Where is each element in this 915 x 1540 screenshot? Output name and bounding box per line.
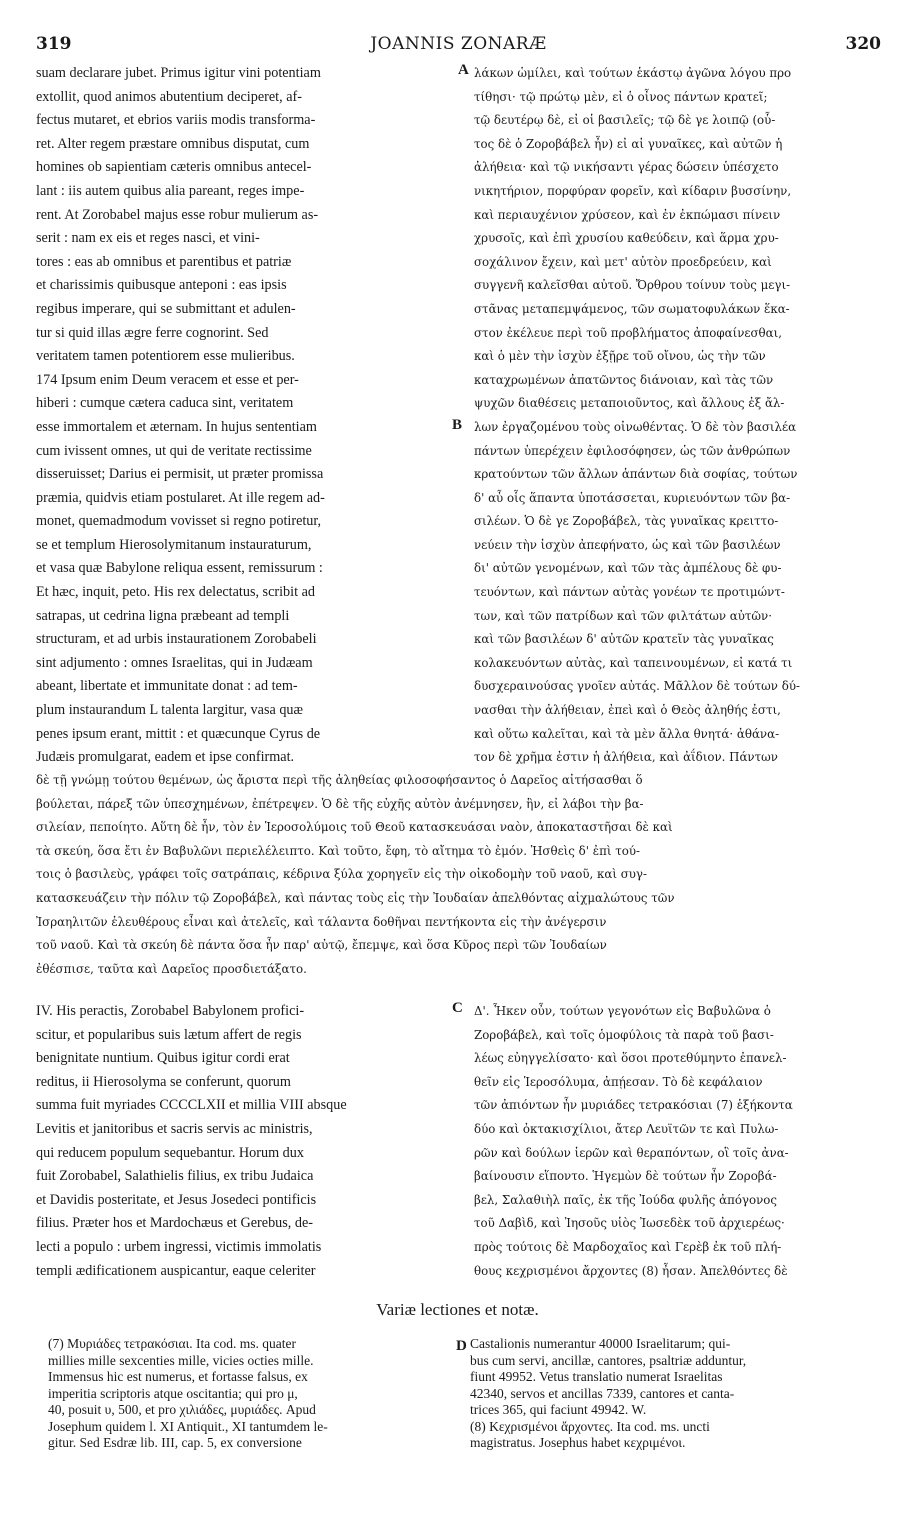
greek-line: νασθαι τὴν ἀλήθειαν, ἐπεὶ καὶ ὁ Θεὸς ἀληθής ἐστι, <box>474 703 781 718</box>
latin-line: templi ædificationem auspicantur, eaque celeriter <box>36 1262 316 1279</box>
latin-line: structuram, et ad urbis instaurationem Zorobabeli <box>36 631 317 648</box>
latin-line: scitur, et popularibus suis lætum affert de regis <box>36 1026 302 1043</box>
footnotes-right-column <box>470 1336 880 1452</box>
latin-line: Levitis et janitoribus et sacris servis ac ministris, <box>36 1120 313 1137</box>
greek-line: τος δὲ ὁ Ζοροβάβελ ἦν) εἰ αἱ γυναῖκες, καὶ αὐτῶν ἡ <box>474 136 783 151</box>
section-marker-a: A <box>458 62 469 78</box>
page-number-left: 319 <box>36 34 72 54</box>
greek-line: δι' αὐτῶν γενομένων, καὶ τῶν τὰς ἀμπέλους δὲ φυ- <box>474 561 782 576</box>
greek-line: ἀλήθεια· καὶ τῷ νικήσαντι γέρας δώσειν ὑπέσχετο <box>474 160 779 175</box>
latin-line: filius. Præter hos et Mardochæus et Gerebus, de- <box>36 1215 313 1232</box>
greek-line: στον ἐκέλευε περὶ τοῦ προβλήματος ἀποφαίνεσθαι, <box>474 325 782 340</box>
latin-line: cum ivissent omnes, ut qui de veritate rectissime <box>36 442 312 459</box>
greek-line: τῶν ἀπιόντων ἦν μυριάδες τετρακόσιαι (7) ἑξήκοντα <box>474 1098 793 1113</box>
latin-line: ret. Alter regem præstare omnibus disputat, cum <box>36 135 310 152</box>
greek-full-line: σιλείαν, πεποίητο. Αὕτη δὲ ἦν, τὸν ἐν Ἱεροσολύμοις τοῦ Θεοῦ κατασκευάσαι ναὸν, ἀποκαταστῆσαι δὲ καὶ <box>36 820 673 835</box>
section-marker-c: C <box>452 1000 463 1016</box>
latin-line: esse immortalem et æternam. In hujus sententiam <box>36 418 317 435</box>
notes-heading: Variæ lectiones et notæ. <box>376 1300 539 1319</box>
greek-line: πρὸς τούτοις δὲ Μαρδοχαῖος καὶ Γερὲβ ἐκ τοῦ πλή- <box>474 1239 782 1254</box>
greek-line: καὶ περιαυχένιον χρύσεον, καὶ ἐν ἐκπώμασι πίνειν <box>474 207 781 222</box>
greek-full-line: τοῦ ναοῦ. Καὶ τὰ σκεύη δὲ πάντα ὅσα ἦν παρ' αὐτῷ, ἔπεμψε, καὶ ὅσα Κῦρος περὶ τῶν Ἰουδαίων <box>36 938 607 953</box>
greek-line: συγγενῆ καλεῖσθαι αὐτοῦ. Ὄρθρου τοίνυν τοὺς μεγι- <box>474 278 791 293</box>
greek-line: κολακευόντων αὐτὰς, καὶ ταπεινουμένων, εἰ κατά τι <box>474 655 793 670</box>
greek-line: τίθησι· τῷ πρώτῳ μὲν, εἰ ὁ οἶνος πάντων κρατεῖ; <box>474 89 768 104</box>
greek-full-line: δὲ τῇ γνώμῃ τούτου θεμένων, ὡς ἄριστα περὶ τῆς ἀληθείας φιλοσοφήσαντος ὁ Δαρεῖος αἰτήσασθαι ὅ <box>36 773 643 787</box>
section-marker-b: B <box>452 417 463 433</box>
greek-line: πάντων ὑπερέχειν ἐφιλοσόφησεν, ὡς τῶν ἀνθρώπων <box>474 443 791 458</box>
greek-line: σοχάλινον ἔχειν, καὶ μετ' αὐτὸν προεδρεύειν, καὶ <box>474 254 772 269</box>
latin-line: homines ob sapientiam cæteris omnibus antecel- <box>36 159 312 176</box>
latin-line: disseruisset; Darius ei permisit, ut præter promissa <box>36 466 324 483</box>
greek-line: τοῦ Δαβὶδ, καὶ Ἰησοῦς υἱὸς Ἰωσεδὲκ τοῦ ἀρχιερέως· <box>474 1216 785 1231</box>
note-line: millies mille sexcenties mille, vicies octies mille. <box>48 1352 314 1368</box>
greek-line: καὶ τῶν βασιλέων δ' αὐτῶν κρατεῖν τὰς γυναῖκας <box>474 632 774 647</box>
note-line: (7) Μυριάδες τετρακόσιαι. Ita cod. ms. quater <box>48 1336 297 1351</box>
latin-line: extollit, quod animos abutentium deciperet, af- <box>36 88 302 105</box>
greek-full-line: τοις ὁ βασιλεὺς, γράφει τοῖς σατράπαις, κέδρινα ξύλα χορηγεῖν εἰς τὴν οἰκοδομὴν τοῦ ναοῦ, καὶ συγ- <box>36 867 647 882</box>
greek-full-line: ἐθέσπισε, ταῦτα καὶ Δαρεῖος προσδιετάξατο. <box>36 961 307 976</box>
footnotes-left-column <box>48 1336 452 1452</box>
latin-line: veritatem tamen potentiorem esse mulieribus. <box>36 348 295 365</box>
greek-line: ψυχῶν διαθέσεις μεταποιοῦντος, καὶ ἄλλους ἐξ ἄλ- <box>474 396 785 411</box>
greek-full-line: κατασκευάζειν τὴν πόλιν τῷ Ζοροβάβελ, καὶ πάντας τοὺς εἰς τὴν Ἰουδαίαν ἀπελθόντας αἰχμαλώτους τῶν <box>36 890 675 905</box>
latin-line: penes ipsum erant, mittit : et quæcunque Cyrus de <box>36 725 321 742</box>
note-line: imperitia scriptoris atque oscitantia; qui pro μ, <box>48 1385 298 1401</box>
latin-line: regibus imperare, qui se submittant et adulen- <box>36 300 296 317</box>
note-line: 40, posuit υ, 500, et pro χιλιάδες, μυριάδες. Apud <box>48 1402 316 1417</box>
latin-line: benignitate nuntium. Quibus igitur cordi erat <box>36 1050 290 1067</box>
running-header <box>36 34 881 58</box>
greek-line: τευόντων, καὶ πάντων αὐτὰς γονέων τε προτιμώντ- <box>474 585 785 600</box>
greek-line: βαίνουσιν εἵποντο. Ἡγεμὼν δὲ τούτων ἦν Ζοροβά- <box>474 1169 777 1184</box>
latin-line: tur si quid illas ægre ferre cognorint. Sed <box>36 324 269 341</box>
latin-line: se et templum Hierosolymitanum instauraturum, <box>36 536 312 553</box>
greek-line: λων ἐργαζομένου τοὺς οἰνωθέντας. Ὁ δὲ τὸν βασιλέα <box>474 419 797 434</box>
note-line: Immensus hic est numerus, et fortasse falsus, ex <box>48 1369 308 1384</box>
greek-line: σιλέων. Ὁ δὲ γε Ζοροβάβελ, τὰς γυναῖκας κρειττο- <box>474 514 779 529</box>
greek-line: θους κεχρισμένοι ἄρχοντες (8) ἦσαν. Ἀπελθόντες δὲ <box>474 1263 788 1278</box>
greek-line: των, καὶ τῶν πατρίδων καὶ τῶν φιλτάτων αὐτῶν· <box>474 608 772 623</box>
greek-line: λέως εὐηγγελίσατο· καὶ ὅσοι προτεθύμηντο ἐπανελ- <box>474 1051 787 1066</box>
latin-line: tores : eas ab omnibus et parentibus et patriæ <box>36 253 292 270</box>
latin-line: abeant, libertate et immunitate donat : ad tem- <box>36 678 298 695</box>
greek-column-upper <box>474 62 882 770</box>
greek-line: καὶ ὁ μὲν τὴν ἰσχὺν ἐξῇρε τοῦ οἴνου, ὡς τὴν τῶν <box>474 349 766 364</box>
note-line: bus cum servi, ancillæ, cantores, psaltriæ adduntur, <box>470 1352 747 1368</box>
greek-line: κρατούντων τῶν ἄλλων ἁπάντων διὰ σοφίας, τούτων <box>474 467 798 482</box>
latin-line: fuit Zorobabel, Salathielis filius, ex tribu Judaica <box>36 1168 314 1185</box>
greek-full-width-paragraph <box>36 769 882 981</box>
greek-line: δ' αὖ οἷς ἅπαντα ὑποτάσσεται, κυριευόντων τῶν βα- <box>474 490 791 505</box>
latin-line: et Davidis posteritate, et Jesus Josedeci pontificis <box>36 1191 317 1208</box>
latin-line: summa fuit myriades CCCCLXII et millia VIII absque <box>36 1097 347 1114</box>
greek-line: στᾶνας μεταπεμψάμενος, τῶν σωματοφυλάκων ἕκα- <box>474 301 790 316</box>
greek-line: καὶ οὕτω καλεῖται, καὶ τὰ μὲν ἄλλα θνητά· ἀθάνα- <box>474 726 780 741</box>
latin-line: et vasa quæ Babylone reliqua essent, remissurum : <box>36 560 323 577</box>
greek-line: τον δὲ χρῆμα ἐστιν ἡ ἀλήθεια, καὶ ἀΐδιον. Πάντων <box>474 750 778 765</box>
greek-line: νεύειν τὴν ἰσχὺν ἀπεφήνατο, ὡς καὶ τῶν βασιλέων <box>474 537 781 552</box>
latin-line: lant : iis autem quibus alia pareant, reges impe- <box>36 182 305 199</box>
latin-line: lecti a populo : urbem ingressi, victimis immolatis <box>36 1238 322 1255</box>
running-title: JOANNIS ZONARÆ <box>370 34 547 54</box>
latin-line: Judæis promulgarat, eadem et ipse confirmat. <box>36 749 295 766</box>
greek-line: Ζοροβάβελ, καὶ τοῖς ὁμοφύλοις τὰ παρὰ τοῦ βασι- <box>474 1027 774 1042</box>
greek-line: βελ, Σαλαθιὴλ παῖς, ἐκ τῆς Ἰούδα φυλῆς ἀπόγονος <box>474 1192 777 1207</box>
greek-line: τῷ δευτέρῳ δὲ, εἰ οἱ βασιλεῖς; τῷ δὲ γε λοιπῷ (οὗ- <box>474 113 776 128</box>
latin-line: et charissimis quibusque anteponi : eas ipsis <box>36 277 287 294</box>
latin-line: 174 Ipsum enim Deum veracem et esse et per- <box>36 371 299 388</box>
latin-line: Et hæc, inquit, peto. His rex delectatus, scribit ad <box>36 584 315 601</box>
note-line: fiunt 49952. Vetus translatio numerat Israelitas <box>470 1369 723 1384</box>
greek-line: λάκων ὡμίλει, καὶ τούτων ἑκάστῳ ἀγῶνα λόγου προ <box>474 66 792 80</box>
latin-line: satrapas, ut cedrina ligna præbeant ad templi <box>36 607 290 624</box>
greek-column-lower <box>474 1000 882 1283</box>
greek-line: νικητήριον, πορφύραν φορεῖν, καὶ κίδαριν βυσσίνην, <box>474 183 792 198</box>
note-line: magistratus. Josephus habet κεχριμένοι. <box>470 1435 686 1450</box>
greek-full-line: τὰ σκεύη, ὅσα ἔτι ἐν Βαβυλῶνι περιελέλειπτο. Καὶ τοῦτο, ἔφη, τὸ αἴτημα τὸ ἐμόν. Ἡσθεὶς δ' ἐπὶ τού- <box>36 843 640 858</box>
note-line: Josephum quidem l. XI Antiquit., XI tantumdem le- <box>48 1418 328 1434</box>
latin-line: monet, quemadmodum vovisset si regno potiretur, <box>36 513 322 530</box>
latin-line: qui reducem populum sequebantur. Horum dux <box>36 1144 304 1161</box>
greek-line: Δ'. Ἧκεν οὖν, τούτων γεγονότων εἰς Βαβυλῶνα ὁ <box>474 1004 771 1018</box>
greek-line: δύο καὶ ὀκτακισχίλιοι, ἄτερ Λευϊτῶν τε καὶ Πυλω- <box>474 1121 779 1136</box>
latin-column-lower <box>36 1000 460 1283</box>
greek-line: θεῖν εἰς Ἱεροσόλυμα, ἀπῄεσαν. Τὸ δὲ κεφάλαιον <box>474 1074 763 1089</box>
section-marker-d: D <box>456 1338 467 1354</box>
note-line: trices 365, qui faciunt 49942. W. <box>470 1402 647 1417</box>
latin-line: reditus, ii Hierosolyma se conferunt, quorum <box>36 1073 291 1090</box>
greek-line: ρῶν καὶ δούλων ἱερῶν καὶ θεραπόντων, οἳ τοῖς ἀνα- <box>474 1145 789 1160</box>
greek-line: χρυσοῖς, καὶ ἐπὶ χρυσίου καθεύδειν, καὶ ἅρμα χρυ- <box>474 231 779 246</box>
latin-line: IV. His peractis, Zorobabel Babylonem profici- <box>36 1003 305 1019</box>
greek-full-line: Ἰσραηλιτῶν ἐλευθέρους εἶναι καὶ ἀτελεῖς, καὶ τάλαντα δοθῆναι πεντήκοντα εἰς τὴν ἀνέγερσιν <box>36 914 607 929</box>
greek-line: δυσχεραινούσας γνοῖεν αὐτάς. Μᾶλλον δὲ τούτων δύ- <box>474 679 800 694</box>
greek-line: καταχρωμένων ἀπατῶντος διάνοιαν, καὶ τὰς τῶν <box>474 372 774 387</box>
note-line: 42340, servos et ancillas 7339, cantores et canta- <box>470 1385 735 1401</box>
latin-line: fectus mutaret, et ebrios variis modis transforma- <box>36 112 316 129</box>
latin-line: suam declarare jubet. Primus igitur vini potentiam <box>36 65 321 81</box>
greek-full-line: βούλεται, πάρεξ τῶν ὑπεσχημένων, ἐπέτρεψεν. Ὁ δὲ τῆς εὐχῆς αὐτὸν ἀνέμνησεν, ἣν, εἰ λάβοι τὴν βα- <box>36 796 644 811</box>
note-line: Castalionis numerantur 40000 Israelitarum; qui- <box>470 1336 731 1351</box>
latin-column-upper <box>36 62 463 770</box>
latin-line: sint adjumento : omnes Israelitas, qui in Judæam <box>36 654 313 671</box>
latin-line: hiberi : cumque cætera caduca sint, veritatem <box>36 395 294 412</box>
latin-line: serit : nam ex eis et reges nasci, et vini- <box>36 230 260 247</box>
note-line: (8) Κεχρισμένοι ἄρχοντες. Ita cod. ms. uncti <box>470 1418 710 1434</box>
page-number-right: 320 <box>845 34 881 54</box>
note-line: gitur. Sed Esdræ lib. III, cap. 5, ex conversione <box>48 1435 302 1450</box>
latin-line: plum instaurandum L talenta largitur, vasa quæ <box>36 702 303 719</box>
latin-line: rent. At Zorobabel majus esse robur mulierum as- <box>36 206 319 223</box>
latin-line: præmia, quidvis etiam postularet. At ille regem ad- <box>36 489 325 506</box>
